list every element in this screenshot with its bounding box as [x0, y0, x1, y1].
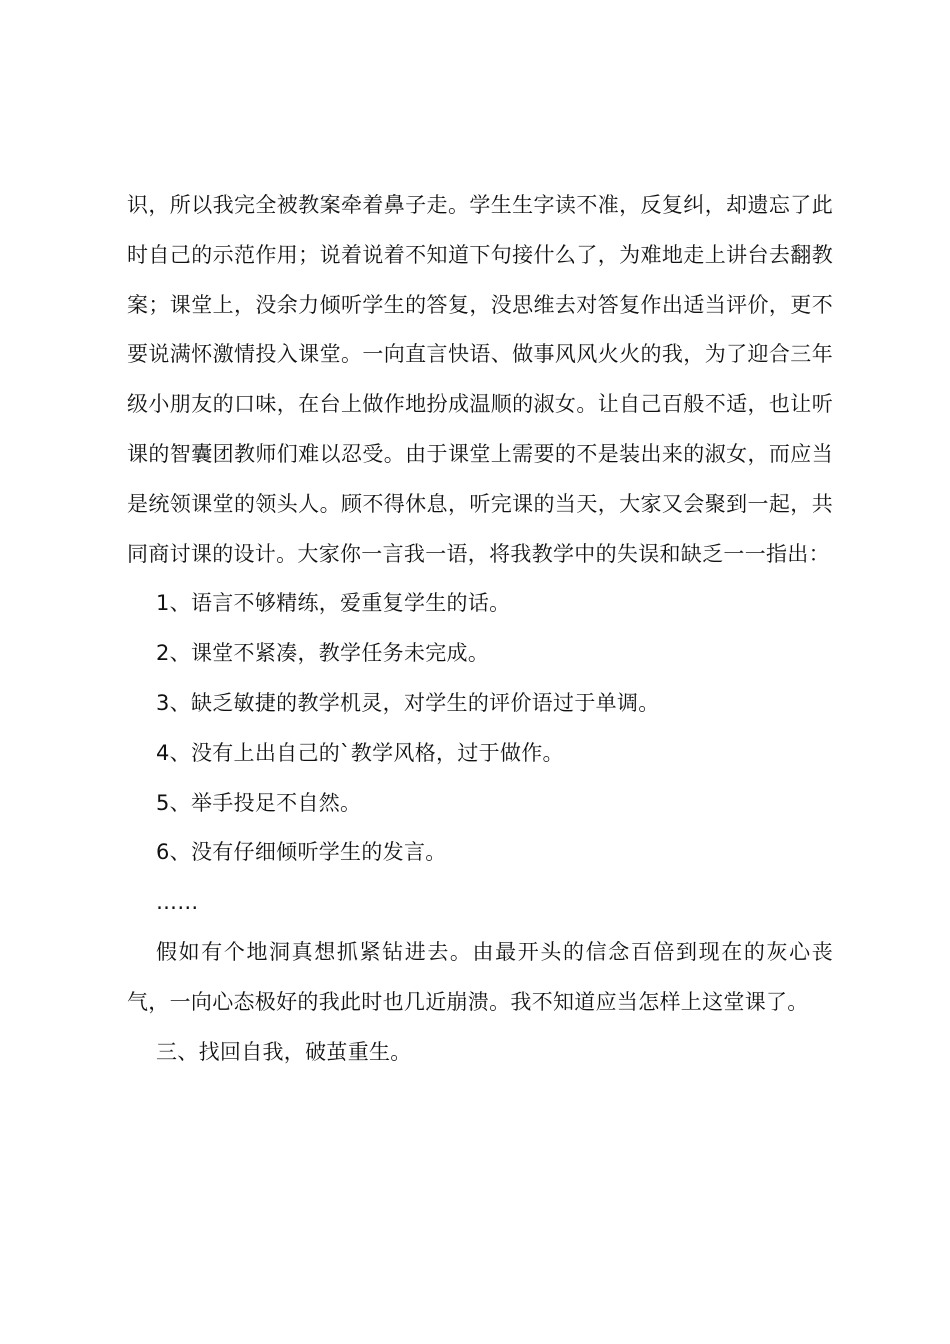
list-item: 5、举手投足不自然。 [156, 790, 362, 815]
list-item: 3、缺乏敏捷的教学机灵，对学生的评价语过于单调。 [156, 690, 660, 715]
list-item: 4、没有上出自己的`教学风格，过于做作。 [156, 740, 564, 765]
list-item: 6、没有仔细倾听学生的发言。 [156, 840, 447, 865]
document-body [127, 181, 833, 1077]
list-ellipsis: …… [156, 890, 199, 915]
list-item: 2、课堂不紧凑，教学任务未完成。 [156, 641, 490, 666]
section-heading: 三、找回自我，破茧重生。 [156, 1039, 412, 1064]
closing-paragraph: 假如有个地洞真想抓紧钻进去。由最开头的信念百倍到现在的灰心丧气，一向心态极好的我此时也几近崩溃。我不知道应当怎样上这堂课了。 [127, 939, 833, 1014]
body-paragraph: 识，所以我完全被教案牵着鼻子走。学生生字读不准，反复纠，却遗忘了此时自己的示范作用；说着说着不知道下句接什么了，为难地走上讲台去翻教案；课堂上，没余力倾听学生的答复，没思维去对答复作出适当评价，更不要说满怀激情投入课堂。一向直言快语、做事风风火火的我，为了迎合三年级小朋友的口味，在台上做作地扮成温顺的淑女。让自己百般不适，也让听课的智囊团教师们难以忍受。由于课堂上需要的不是装出来的淑女，而应当是统领课堂的领头人。顾不得休息，听完课的当天，大家又会聚到一起，共同商讨课的设计。大家你一言我一语，将我教学中的失误和缺乏一一指出： [127, 193, 833, 566]
list-item: 1、语言不够精练，爱重复学生的话。 [156, 591, 511, 616]
